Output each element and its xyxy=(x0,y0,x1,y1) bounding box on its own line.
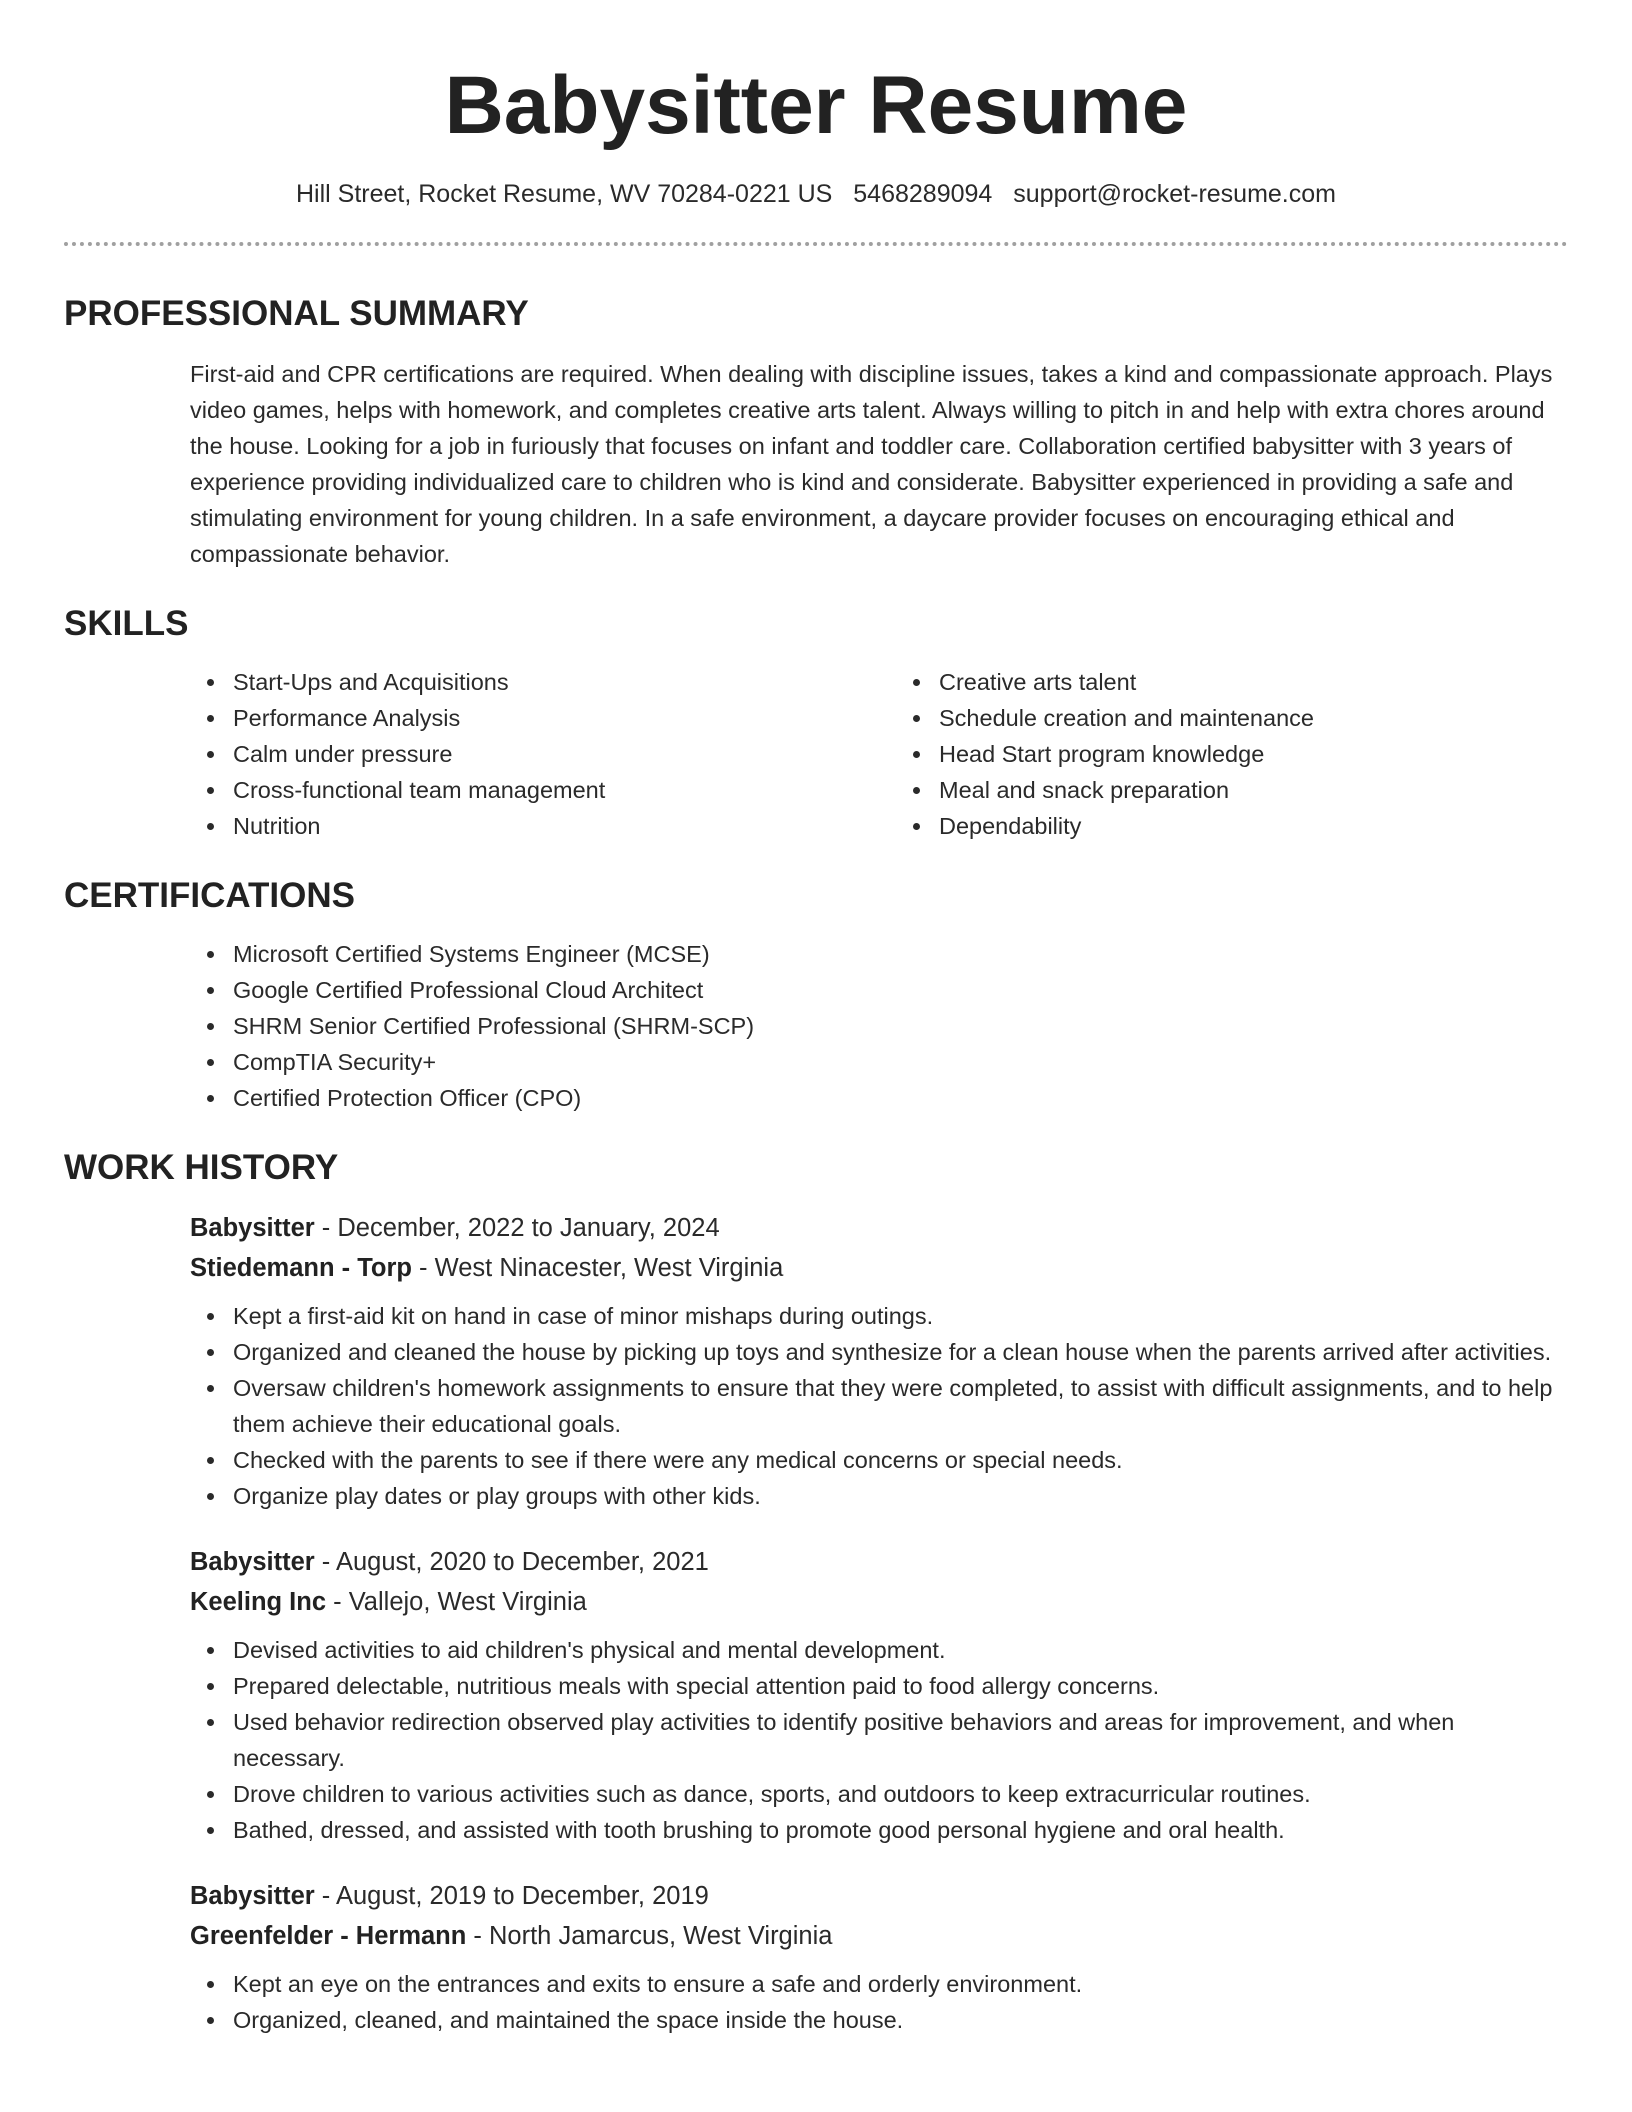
contact-phone: 5468289094 xyxy=(853,180,993,208)
job-bullet: Bathed, dressed, and assisted with tooth brushing to promote good personal hygiene and oral health. xyxy=(233,1812,1568,1848)
skills-columns xyxy=(64,664,1568,844)
job-entry xyxy=(190,1208,1568,1514)
job-dates: - December, 2022 to January, 2024 xyxy=(314,1214,720,1242)
job-company: Greenfelder - Hermann xyxy=(190,1922,467,1950)
contact-line xyxy=(64,178,1568,210)
skill-item: Meal and snack preparation xyxy=(939,772,1314,808)
job-role-line xyxy=(190,1542,1568,1582)
contact-email: support@rocket-resume.com xyxy=(1013,180,1336,208)
job-company: Keeling Inc xyxy=(190,1588,327,1616)
certification-item: Microsoft Certified Systems Engineer (MCSE) xyxy=(233,936,1568,972)
skill-item: Performance Analysis xyxy=(233,700,913,736)
job-company-line xyxy=(190,1248,1568,1288)
resume-header xyxy=(64,0,1568,210)
job-bullet: Oversaw children's homework assignments to ensure that they were completed, to assist with difficult assignments, and to help them achieve their educational goals. xyxy=(233,1370,1568,1442)
certifications-heading: CERTIFICATIONS xyxy=(64,876,356,915)
job-location: - Vallejo, West Virginia xyxy=(326,1588,587,1616)
job-role: Babysitter xyxy=(190,1214,315,1242)
certifications-list xyxy=(64,936,1568,1116)
skill-item: Dependability xyxy=(939,808,1314,844)
job-company-line xyxy=(190,1582,1568,1622)
certifications-section xyxy=(64,874,1568,1116)
job-location: - North Jamarcus, West Virginia xyxy=(466,1922,833,1950)
skills-list-right xyxy=(913,664,1314,844)
job-entry xyxy=(190,1876,1568,2038)
skills-section xyxy=(64,602,1568,844)
job-entry xyxy=(190,1542,1568,1848)
skill-item: Schedule creation and maintenance xyxy=(939,700,1314,736)
skill-item: Nutrition xyxy=(233,808,913,844)
certification-item: SHRM Senior Certified Professional (SHRM-SCP) xyxy=(233,1008,1568,1044)
job-bullet: Kept a first-aid kit on hand in case of minor mishaps during outings. xyxy=(233,1298,1568,1334)
skill-item: Start-Ups and Acquisitions xyxy=(233,664,913,700)
work-history-heading: WORK HISTORY xyxy=(64,1148,339,1187)
job-bullet: Used behavior redirection observed play activities to identify positive behaviors and areas for improvement, and when necessary. xyxy=(233,1704,1568,1776)
certification-item: CompTIA Security+ xyxy=(233,1044,1568,1080)
job-bullet: Prepared delectable, nutritious meals with special attention paid to food allergy concerns. xyxy=(233,1668,1568,1704)
job-bullet: Checked with the parents to see if there were any medical concerns or special needs. xyxy=(233,1442,1568,1478)
job-role: Babysitter xyxy=(190,1882,315,1910)
summary-text: First-aid and CPR certifications are required. When dealing with discipline issues, takes a kind and compassionate approach. Plays video games, helps with homework, and completes creative arts talent. Always willing to pitch in and help with extra chores around the house. Looking for a job in furiously that focuses on infant and toddler care. Collaboration certified babysitter with 3 years of experience providing individualized care to children who is kind and considerate. Babysitter experienced in providing a safe and stimulating environment for young children. In a safe environment, a daycare provider focuses on encouraging ethical and compassionate behavior. xyxy=(190,361,1553,567)
contact-address: Hill Street, Rocket Resume, WV 70284-0221 US xyxy=(295,180,833,208)
skill-item: Creative arts talent xyxy=(939,664,1314,700)
skills-heading: SKILLS xyxy=(64,604,189,643)
certification-item: Google Certified Professional Cloud Architect xyxy=(233,972,1568,1008)
job-bullet: Organized and cleaned the house by picking up toys and synthesize for a clean house when the parents arrived after activities. xyxy=(233,1334,1568,1370)
certification-item: Certified Protection Officer (CPO) xyxy=(233,1080,1568,1116)
job-role-line xyxy=(190,1876,1568,1916)
job-company-line xyxy=(190,1916,1568,1956)
job-bullet: Organize play dates or play groups with other kids. xyxy=(233,1478,1568,1514)
job-location: - West Ninacester, West Virginia xyxy=(411,1254,784,1282)
job-bullets xyxy=(190,1966,1568,2038)
job-company: Stiedemann - Torp xyxy=(190,1254,412,1282)
job-dates: - August, 2020 to December, 2021 xyxy=(314,1548,709,1576)
job-bullet: Kept an eye on the entrances and exits to ensure a safe and orderly environment. xyxy=(233,1966,1568,2002)
work-history-section xyxy=(64,1146,1568,2038)
skill-item: Cross-functional team management xyxy=(233,772,913,808)
job-bullets xyxy=(190,1298,1568,1514)
job-dates: - August, 2019 to December, 2019 xyxy=(314,1882,709,1910)
summary-heading: PROFESSIONAL SUMMARY xyxy=(64,294,529,333)
job-role: Babysitter xyxy=(190,1548,315,1576)
job-bullet: Drove children to various activities such as dance, sports, and outdoors to keep extracurricular routines. xyxy=(233,1776,1568,1812)
summary-section xyxy=(64,292,1568,572)
skill-item: Calm under pressure xyxy=(233,736,913,772)
skill-item: Head Start program knowledge xyxy=(939,736,1314,772)
job-bullet: Organized, cleaned, and maintained the space inside the house. xyxy=(233,2002,1568,2038)
header-divider xyxy=(64,242,1568,246)
skills-list-left xyxy=(64,664,913,844)
page-title: Babysitter Resume xyxy=(444,60,1188,151)
job-bullets xyxy=(190,1632,1568,1848)
job-bullet: Devised activities to aid children's physical and mental development. xyxy=(233,1632,1568,1668)
job-role-line xyxy=(190,1208,1568,1248)
